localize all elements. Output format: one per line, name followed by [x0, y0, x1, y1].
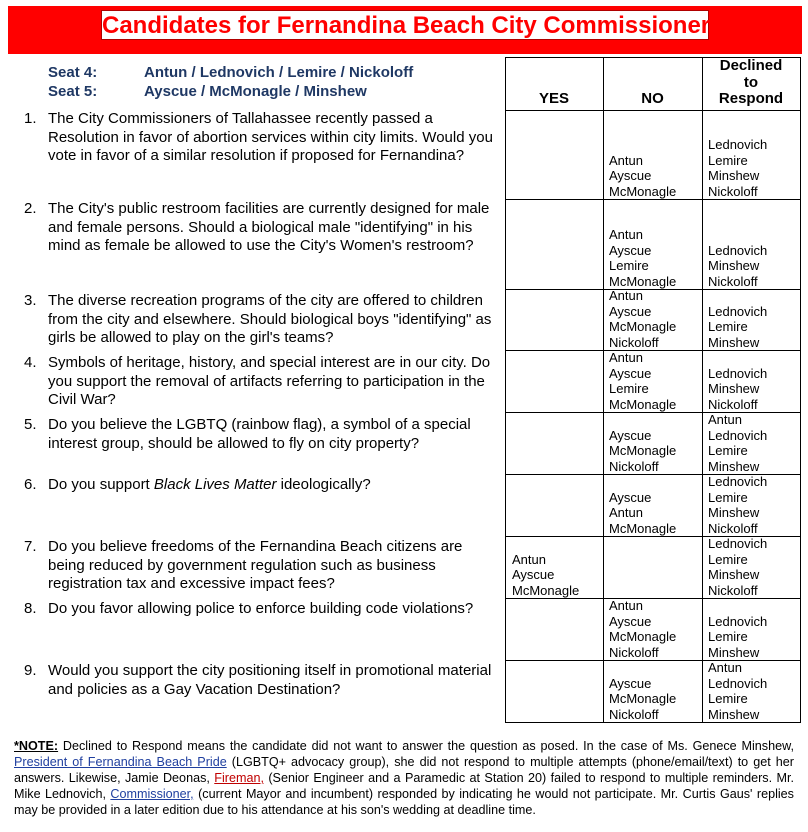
candidate-name: Lednovich: [708, 427, 768, 443]
candidate-name: Ayscue: [609, 365, 652, 381]
column-header-declined-line: to: [743, 73, 759, 91]
note-text: (LGBTQ+ advocacy group), she did not respond to multiple attempts (phone/email/text) to get her answers. Likewise, Jamie Deonas,: [14, 755, 794, 785]
page-title: Candidates for Fernandina Beach City Commissioner: [102, 12, 711, 39]
candidate-name: Antun: [609, 152, 643, 168]
answer-cell-no: [609, 490, 676, 537]
question-text: [48, 476, 503, 495]
candidate-name: Antun: [609, 350, 643, 365]
note-text: (Senior Engineer and a Paramedic at Station 20) failed to respond to multiple reminders. Mr. Mike Lednovich,: [14, 771, 794, 801]
candidate-name: Ayscue: [609, 489, 652, 505]
candidate-name: Ayscue: [609, 168, 652, 183]
candidate-name: Lemire: [708, 443, 748, 458]
question-text: Do you believe freedoms of the Fernandina Beach citizens are being reduced by government regulation such as business registration tax and excessive impact fees?: [48, 538, 463, 592]
answer-cell-no: [609, 227, 676, 289]
candidate-name: Minshew: [708, 168, 760, 183]
answer-cell-declined: [708, 412, 767, 474]
seat-5-label: Seat 5:: [48, 83, 98, 100]
seat-4-label: Seat 4:: [48, 64, 98, 81]
candidate-name: Lednovich: [708, 536, 768, 551]
candidate-name: McMonagle: [609, 443, 677, 458]
answer-cell-declined: [708, 137, 767, 199]
question-text: The City Commissioners of Tallahassee recently passed a Resolution in favor of abortion services within city limits. Would you vote in favor of a similar resolution if proposed for Fernandina?: [48, 110, 493, 164]
candidate-name: Minshew: [708, 644, 760, 660]
candidate-name: Lemire: [708, 319, 748, 334]
candidate-name: Minshew: [708, 567, 760, 582]
candidate-name: Minshew: [708, 505, 760, 520]
candidate-name: Ayscue: [609, 427, 652, 443]
question-number: 7.: [24, 538, 37, 555]
candidate-name: Lemire: [708, 691, 748, 706]
candidate-name: Lednovich: [708, 675, 768, 691]
candidate-name: Lednovich: [708, 365, 768, 381]
answer-cell-declined: [708, 243, 767, 290]
candidate-name: Nickoloff: [609, 706, 659, 722]
column-header-yes: YES: [538, 90, 569, 107]
column-header-declined: [702, 58, 800, 108]
answer-cell-declined: [708, 660, 767, 722]
pride-link[interactable]: President of Fernandina Beach Pride: [14, 755, 227, 769]
grid-line: [505, 57, 506, 722]
question-number: 6.: [24, 476, 37, 493]
candidate-name: Ayscue: [512, 567, 555, 582]
candidate-name: Nickoloff: [708, 396, 758, 412]
note-label: *NOTE:: [14, 739, 59, 753]
grid-line: [603, 57, 604, 722]
candidate-name: McMonagle: [609, 183, 677, 199]
footnote: [14, 738, 794, 818]
candidate-name: Nickoloff: [609, 458, 659, 474]
question-number: 4.: [24, 354, 37, 371]
question-text: The City's public restroom facilities are currently designed for male and female persons. Should a biological male "identifying" in his mind as female be allowed to use the City's Women's restroom?: [48, 200, 490, 254]
answer-cell-declined: [708, 474, 767, 536]
candidate-name: Nickoloff: [708, 520, 758, 536]
grid-line: [505, 110, 801, 111]
answer-cell-no: [609, 288, 676, 350]
candidate-name: Ayscue: [609, 613, 652, 629]
answer-cell-declined: [708, 614, 767, 661]
seat-4-candidates: Antun / Lednovich / Lemire / Nickoloff: [144, 64, 414, 81]
candidate-name: Lednovich: [708, 242, 768, 258]
candidate-name: Nickoloff: [609, 334, 659, 350]
candidate-name: Antun: [512, 551, 546, 567]
candidate-name: Ayscue: [609, 303, 652, 319]
candidate-name: Antun: [609, 505, 643, 520]
candidate-name: McMonagle: [609, 520, 677, 536]
candidate-name: Minshew: [708, 706, 760, 722]
candidate-name: Minshew: [708, 458, 760, 474]
answer-cell-declined: [708, 366, 767, 413]
question-number: 8.: [24, 600, 37, 617]
grid-line: [505, 199, 801, 200]
candidate-name: Antun: [609, 288, 643, 303]
candidate-name: Lemire: [708, 551, 748, 567]
candidate-name: Lednovich: [708, 613, 768, 629]
note-text: Declined to Respond means the candidate did not want to answer the question as posed. In the case of Ms. Genece Minshew,: [58, 739, 794, 753]
candidate-name: Lemire: [609, 258, 649, 273]
candidate-name: Lemire: [609, 381, 649, 396]
candidate-name: Ayscue: [609, 242, 652, 258]
question-text: Do you believe the LGBTQ (rainbow flag), a symbol of a special interest group, should be allowed to fly on city property?: [48, 416, 471, 452]
candidate-name: Lednovich: [708, 474, 768, 489]
candidate-name: McMonagle: [609, 691, 677, 706]
question-text: The diverse recreation programs of the city are offered to children from the city and elsewhere. Should biological boys "identifying" as girls be allowed to play on the girl's teams?: [48, 292, 492, 346]
candidate-name: Lemire: [708, 629, 748, 644]
candidate-name: Nickoloff: [708, 183, 758, 199]
candidate-name: Lednovich: [708, 137, 768, 152]
grid-line: [800, 57, 801, 722]
candidate-name: McMonagle: [609, 319, 677, 334]
fireman-link[interactable]: Fireman,: [214, 771, 264, 785]
answer-cell-no: [609, 153, 676, 200]
candidate-name: Antun: [609, 227, 643, 242]
question-number: 1.: [24, 110, 37, 127]
candidate-name: Lemire: [708, 489, 748, 505]
answer-cell-declined: [708, 536, 767, 598]
column-header-no: NO: [641, 90, 664, 107]
question-number: 3.: [24, 292, 37, 309]
candidate-name: McMonagle: [512, 582, 580, 598]
candidate-name: McMonagle: [609, 629, 677, 644]
grid-line: [702, 57, 703, 722]
question-number: 5.: [24, 416, 37, 433]
column-header-declined-line: Respond: [718, 90, 784, 107]
grid-line: [505, 722, 801, 723]
candidate-name: McMonagle: [609, 396, 677, 412]
question-text: Would you support the city positioning itself in promotional material and policies as a Gay Vacation Destination?: [48, 662, 492, 698]
column-header-declined-line: Declined: [719, 57, 783, 74]
candidate-name: Lednovich: [708, 303, 768, 319]
candidate-name: Nickoloff: [708, 273, 758, 289]
candidate-name: Minshew: [708, 334, 760, 350]
candidate-name: Lemire: [708, 152, 748, 168]
candidate-name: McMonagle: [609, 273, 677, 289]
question-text: Do you favor allowing police to enforce building code violations?: [48, 600, 474, 617]
candidate-name: Nickoloff: [609, 644, 659, 660]
question-text-part: ideologically?: [276, 476, 371, 493]
answer-cell-no: [609, 428, 676, 475]
candidate-name: Minshew: [708, 258, 760, 273]
answer-cell-no: [609, 598, 676, 660]
candidate-name: Antun: [708, 412, 742, 427]
candidate-name: Antun: [708, 660, 742, 675]
commissioner-link[interactable]: Commissioner,: [110, 787, 194, 801]
question-text-part: Do you support: [48, 476, 154, 493]
candidate-name: Minshew: [708, 381, 760, 396]
question-text: Symbols of heritage, history, and special interest are in our city. Do you support the removal of artifacts referring to participation in the Civil War?: [48, 354, 491, 408]
candidate-name: Ayscue: [609, 675, 652, 691]
question-number: 2.: [24, 200, 37, 217]
seat-5-candidates: Ayscue / McMonagle / Minshew: [144, 83, 367, 100]
note-text: (current Mayor and incumbent) responded by indicating he would not participate. Mr. Curtis Gaus' replies may be provided in a later edition due to his attendance at his son's wedding at deadline time.: [14, 787, 794, 817]
question-number: 9.: [24, 662, 37, 679]
answer-cell-no: [609, 676, 676, 723]
question-text-italic: Black Lives Matter: [153, 476, 277, 493]
answer-cell-yes: [512, 552, 579, 599]
answer-cell-declined: [708, 304, 767, 351]
answer-cell-no: [609, 350, 676, 412]
candidate-name: Antun: [609, 598, 643, 613]
candidate-name: Nickoloff: [708, 582, 758, 598]
